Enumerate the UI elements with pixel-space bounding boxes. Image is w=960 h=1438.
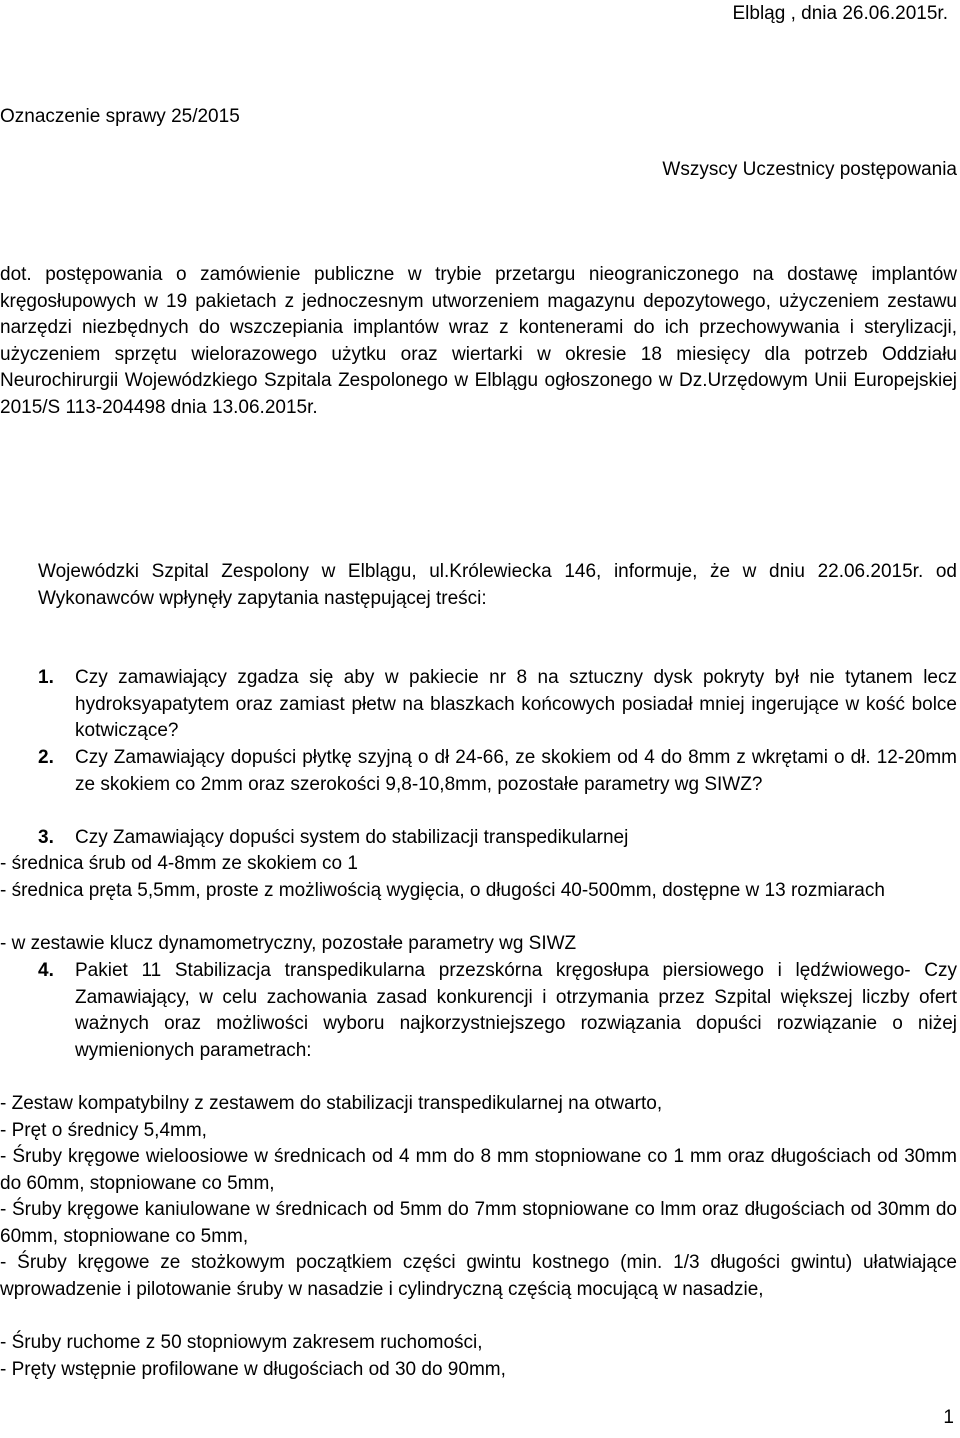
list-item: - w zestawie klucz dynamometryczny, pozostałe parametry wg SIWZ <box>0 933 577 954</box>
case-reference: Oznaczenie sprawy 25/2015 <box>0 106 240 127</box>
question-number: 4. <box>38 960 54 981</box>
list-item: - Śruby kręgowe ze stożkowym początkiem części gwintu kostnego (min. 1/3 długości gwintu) ułatwiające wprowadzenie i pilotowanie śruby w nasadzie i cylindryczną częścią mocującą w nasadzie, <box>0 1252 957 1300</box>
list-item: - średnica śrub od 4-8mm ze skokiem co 1 <box>0 853 358 874</box>
list-item: - średnica pręta 5,5mm, proste z możliwością wygięcia, o długości 40-500mm, dostępne w 13 rozmiarach <box>0 880 885 901</box>
subject-paragraph: dot. postępowania o zamówienie publiczne w trybie przetargu nieograniczonego na dostawę implantów kręgosłupowych w 19 pakietach z jednoczesnym utworzeniem magazynu depozytowego, użyczeniem zestawu narzędzi niezbędnych do wszczepiania implantów wraz z kontenerami do ich przechowywania i sterylizacji, użyczeniem sprzętu wielorazowego użytku oraz wiertarki w okresie 18 miesięcy dla potrzeb Oddziału Neurochirurgii Wojewódzkiego Szpitala Zespolonego w Elblągu ogłoszonego w Dz.Urzędowym Unii Europejskiej 2015/S 113-204498 dnia 13.06.2015r. <box>0 264 957 418</box>
list-item: - Śruby ruchome z 50 stopniowym zakresem ruchomości, <box>0 1332 483 1353</box>
question-text: Czy zamawiający zgadza się aby w pakiecie nr 8 na sztuczny dysk pokryty był nie tytanem lecz hydroksyapatytem oraz zamiast płetw na blaszkach końcowych posiadał mniej ingerujące w kość bolce kotwiczące? <box>75 667 957 742</box>
page-number: 1 <box>943 1407 954 1428</box>
question-number: 2. <box>38 747 54 768</box>
question-text: Czy Zamawiający dopuści płytkę szyjną o dł 24-66, ze skokiem od 4 do 8mm z wkrętami o dł. 12-20mm ze skokiem co 2mm oraz szerokości 9,8-10,8mm, pozostałe parametry wg SIWZ? <box>75 747 957 795</box>
list-item: - Śruby kręgowe wieloosiowe w średnicach od 4 mm do 8 mm stopniowane co 1 mm oraz długościach od 30mm do 60mm, stopniowane co 5mm, <box>0 1146 957 1194</box>
question-number: 3. <box>38 827 54 848</box>
date-line: Elbląg , dnia 26.06.2015r. <box>732 3 948 24</box>
question-text: Czy Zamawiający dopuści system do stabilizacji transpedikularnej <box>75 827 629 848</box>
list-item: - Śruby kręgowe kaniulowane w średnicach od 5mm do 7mm stopniowane co lmm oraz długościach od 30mm do 60mm, stopniowane co 5mm, <box>0 1199 957 1247</box>
question-text: Pakiet 11 Stabilizacja transpedikularna przezskórna kręgosłupa piersiowego i lędźwiowego- Czy Zamawiający, w celu zachowania zasad konkurencji i otrzymania przez Szpital większej liczby ofert ważnych oraz możliwości wyboru najkorzystniejszego rozwiązania dopuści rozwiązanie o niżej wymienionych parametrach: <box>75 960 957 1061</box>
list-item: - Pręt o średnicy 5,4mm, <box>0 1120 207 1141</box>
intro-paragraph: Wojewódzki Szpital Zespolony w Elblągu, ul.Królewiecka 146, informuje, że w dniu 22.06.2015r. od Wykonawców wpłynęły zapytania następującej treści: <box>38 561 957 609</box>
list-item: - Pręty wstępnie profilowane w długościach od 30 do 90mm, <box>0 1359 506 1380</box>
addressee: Wszyscy Uczestnicy postępowania <box>662 159 957 180</box>
question-number: 1. <box>38 667 54 688</box>
list-item: - Zestaw kompatybilny z zestawem do stabilizacji transpedikularnej na otwarto, <box>0 1093 663 1114</box>
